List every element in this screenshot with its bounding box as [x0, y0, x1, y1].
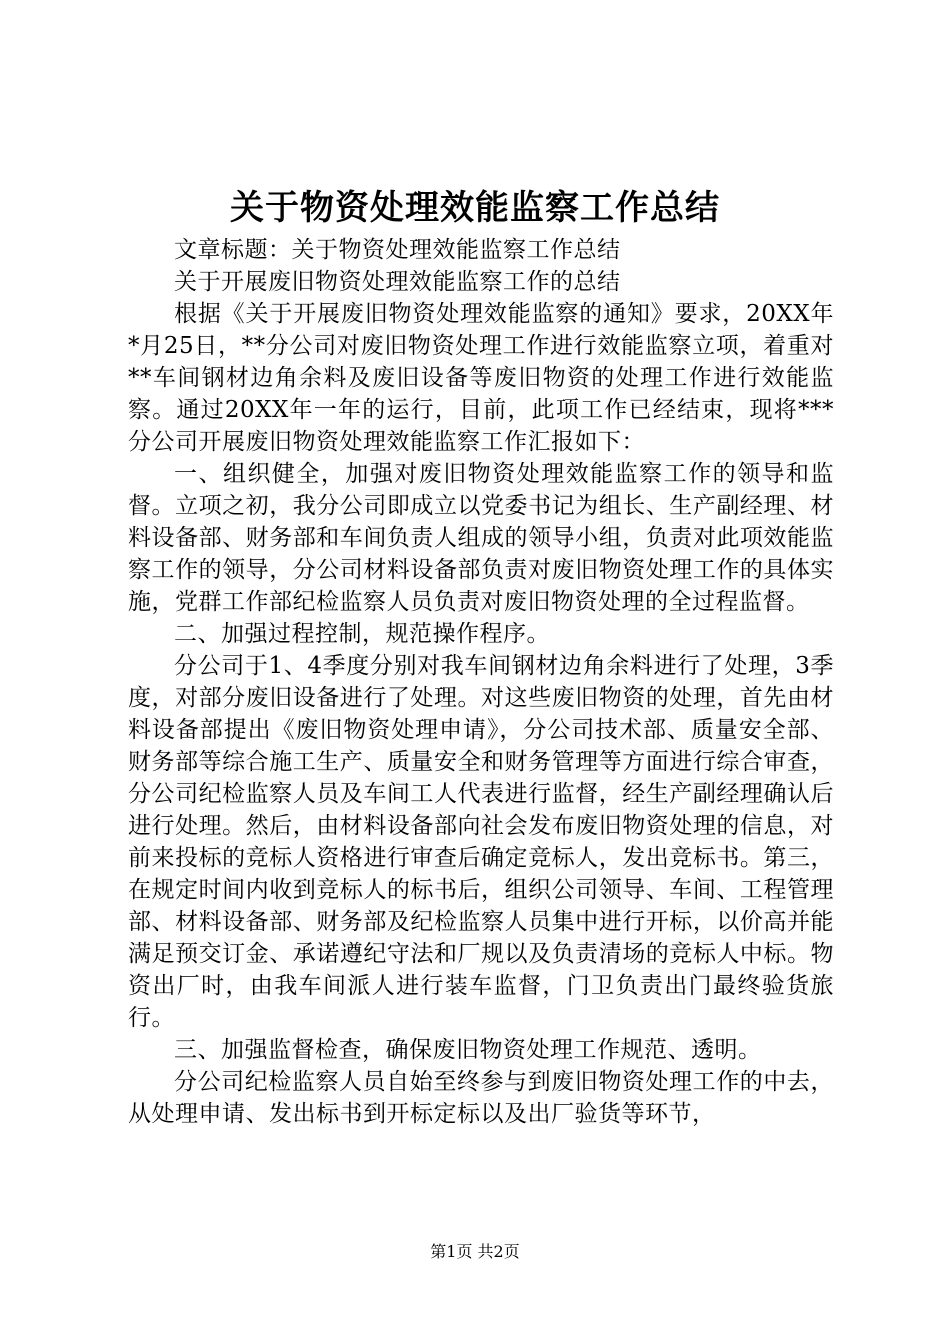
page-footer [0, 1241, 950, 1263]
page-number: 第1页 共2页 [430, 1242, 520, 1261]
document-body [128, 234, 834, 1130]
summary-heading-line: 关于开展废旧物资处理效能监察工作的总结 [174, 269, 621, 295]
section-three-heading: 三、加强监督检查，确保废旧物资处理工作规范、透明。 [174, 1037, 762, 1063]
section-one-paragraph: 一、组织健全，加强对废旧物资处理效能监察工作的领导和监督。立项之初，我分公司即成立以党委书记为组长、生产副经理、材料设备部、财务部和车间负责人组成的领导小组，负责对此项效能监察工作的领导，分公司材料设备部负责对废旧物资处理工作的具体实施，党群工作部纪检监察人员负责对废旧物资处理的全过程监督。 [128, 461, 834, 615]
article-title-line: 文章标题：关于物资处理效能监察工作总结 [174, 237, 621, 263]
section-three-paragraph: 分公司纪检监察人员自始至终参与到废旧物资处理工作的中去，从处理申请、发出标书到开标定标以及出厂验货等环节， [128, 1069, 834, 1127]
section-two-paragraph: 分公司于1、4季度分别对我车间钢材边角余料进行了处理，3季度，对部分废旧设备进行了处理。对这些废旧物资的处理，首先由材料设备部提出《废旧物资处理申请》，分公司技术部、质量安全部、财务部等综合施工生产、质量安全和财务管理等方面进行综合审查，分公司纪检监察人员及车间工人代表进行监督，经生产副经理确认后进行处理。然后，由材料设备部向社会发布废旧物资处理的信息，对前来投标的竞标人资格进行审查后确定竞标人，发出竞标书。第三，在规定时间内收到竞标人的标书后，组织公司领导、车间、工程管理部、材料设备部、财务部及纪检监察人员集中进行开标，以价高并能满足预交订金、承诺遵纪守法和厂规以及负责清场的竞标人中标。物资出厂时，由我车间派人进行装车监督，门卫负责出门最终验货旅行。 [128, 653, 834, 1031]
intro-paragraph: 根据《关于开展废旧物资处理效能监察的通知》要求，20XX年*月25日，**分公司对废旧物资处理工作进行效能监察立项，着重对**车间钢材边角余料及废旧设备等废旧物资的处理工作进行效能监察。通过20XX年一年的运行，目前，此项工作已经结束，现将***分公司开展废旧物资处理效能监察工作汇报如下： [128, 301, 834, 455]
section-two-heading: 二、加强过程控制，规范操作程序。 [174, 621, 550, 647]
document-title: 关于物资处理效能监察工作总结 [230, 188, 720, 228]
